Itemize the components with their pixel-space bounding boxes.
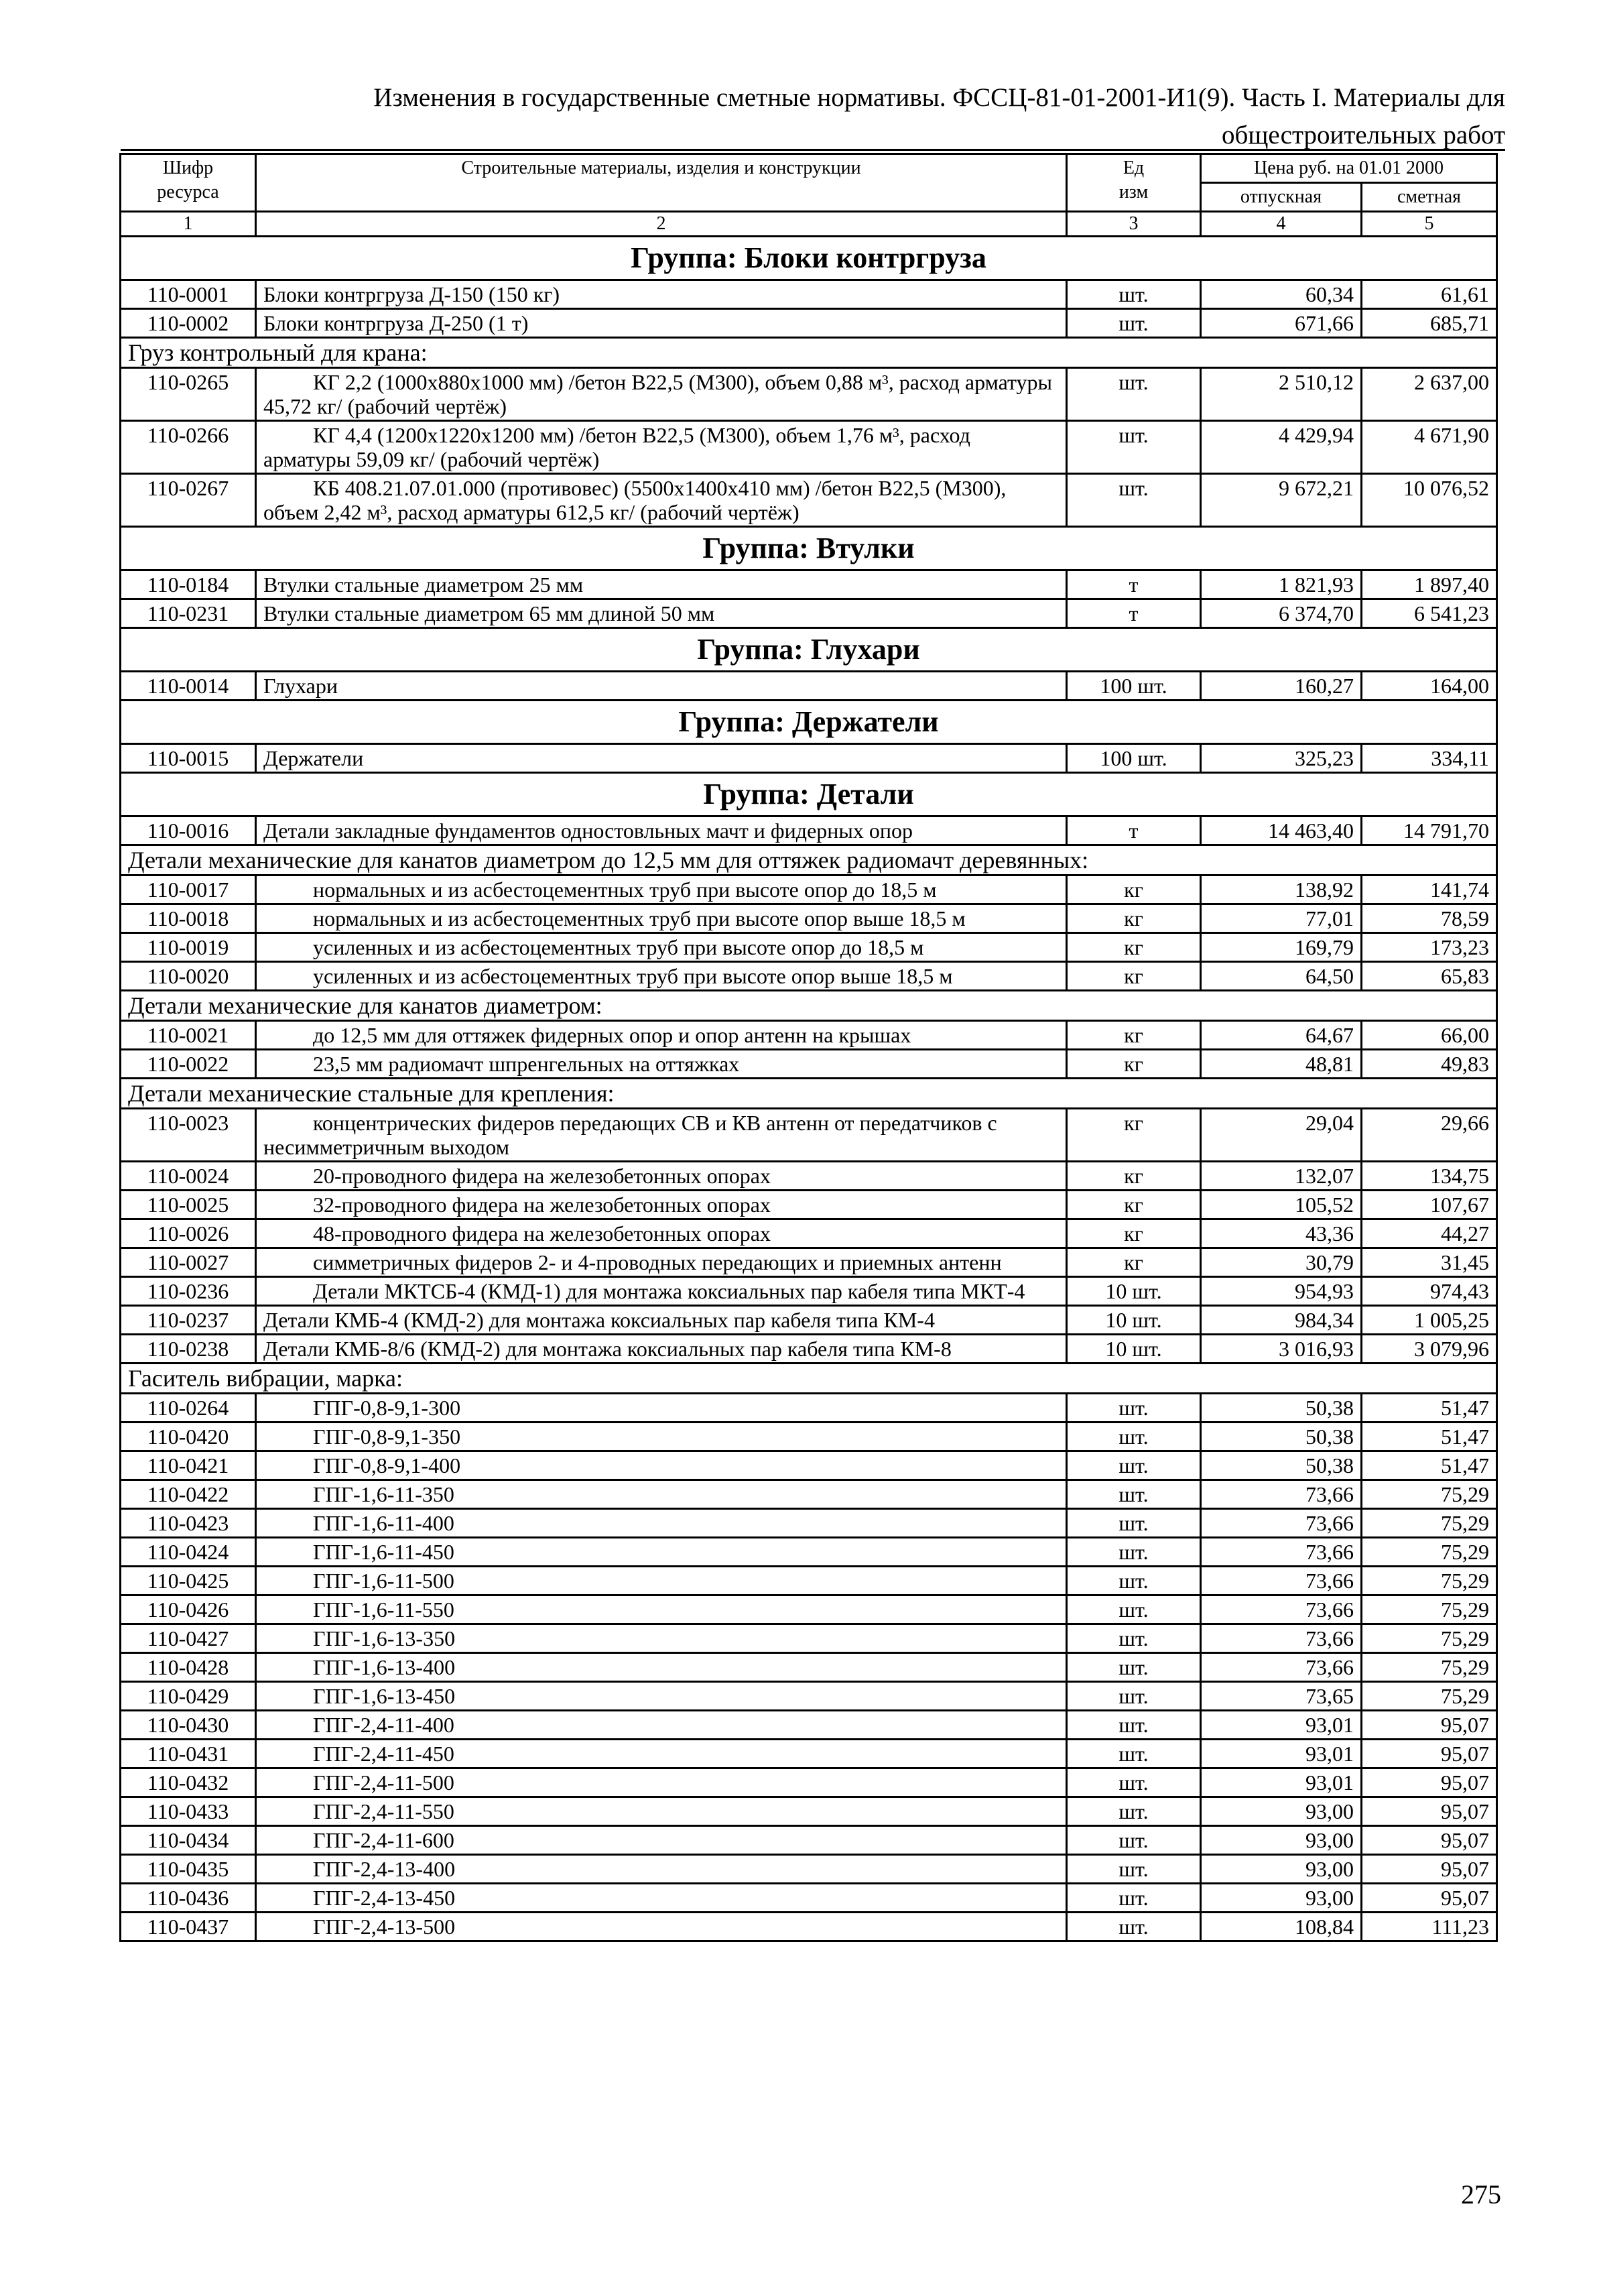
unit-cell: шт. [1067, 1423, 1201, 1451]
table-row [121, 875, 1497, 904]
unit-cell: шт. [1067, 1538, 1201, 1567]
material-name: ГПГ-0,8-9,1-300 [256, 1394, 1067, 1423]
estimate-price: 95,07 [1362, 1711, 1497, 1740]
table-row [121, 1394, 1497, 1423]
material-name: нормальных и из асбестоцементных труб при высоте опор выше 18,5 м [256, 904, 1067, 933]
estimate-price: 4 671,90 [1362, 421, 1497, 474]
resource-code: 110-0425 [121, 1567, 256, 1595]
resource-code: 110-0023 [121, 1109, 256, 1162]
group-heading-row [121, 527, 1497, 570]
estimate-price: 75,29 [1362, 1653, 1497, 1682]
table-row [121, 1306, 1497, 1335]
material-name: КГ 2,2 (1000x880x1000 мм) /бетон В22,5 (М300), объем 0,88 м³, расход арматуры 45,72 кг/ (рабочий чертёж) [256, 368, 1067, 421]
release-price: 9 672,21 [1201, 474, 1362, 527]
resource-code: 110-0016 [121, 817, 256, 845]
unit-cell: кг [1067, 933, 1201, 962]
release-price: 671,66 [1201, 309, 1362, 338]
unit-cell: шт. [1067, 1884, 1201, 1913]
unit-cell: 100 шт. [1067, 744, 1201, 773]
resource-code: 110-0420 [121, 1423, 256, 1451]
resource-code: 110-0018 [121, 904, 256, 933]
estimate-price: 974,43 [1362, 1277, 1497, 1306]
unit-cell: шт. [1067, 1595, 1201, 1624]
estimate-price: 334,11 [1362, 744, 1497, 773]
table-row [121, 368, 1497, 421]
table-row [121, 599, 1497, 628]
estimate-price: 14 791,70 [1362, 817, 1497, 845]
material-name: ГПГ-1,6-11-450 [256, 1538, 1067, 1567]
resource-code: 110-0426 [121, 1595, 256, 1624]
estimate-price: 107,67 [1362, 1191, 1497, 1219]
estimate-price: 6 541,23 [1362, 599, 1497, 628]
unit-cell: кг [1067, 875, 1201, 904]
group-heading: Группа: Держатели [121, 701, 1497, 744]
resource-code: 110-0428 [121, 1653, 256, 1682]
release-price: 73,66 [1201, 1567, 1362, 1595]
release-price: 50,38 [1201, 1451, 1362, 1480]
release-price: 105,52 [1201, 1191, 1362, 1219]
table-row [121, 672, 1497, 701]
release-price: 77,01 [1201, 904, 1362, 933]
table-row [121, 1335, 1497, 1364]
resource-code: 110-0022 [121, 1050, 256, 1079]
material-name: Детали МКТСБ-4 (КМД-1) для монтажа коксиальных пар кабеля типа МКТ-4 [256, 1277, 1067, 1306]
release-price: 160,27 [1201, 672, 1362, 701]
resource-code: 110-0423 [121, 1509, 256, 1538]
release-price: 93,00 [1201, 1884, 1362, 1913]
unit-cell: 10 шт. [1067, 1306, 1201, 1335]
group-heading-row [121, 701, 1497, 744]
release-price: 108,84 [1201, 1913, 1362, 1941]
release-price: 4 429,94 [1201, 421, 1362, 474]
unit-cell: шт. [1067, 421, 1201, 474]
table-row [121, 1595, 1497, 1624]
resource-code: 110-0265 [121, 368, 256, 421]
unit-cell: 10 шт. [1067, 1277, 1201, 1306]
resource-code: 110-0266 [121, 421, 256, 474]
estimate-price: 75,29 [1362, 1624, 1497, 1653]
estimate-price: 95,07 [1362, 1826, 1497, 1855]
unit-cell: шт. [1067, 368, 1201, 421]
resource-code: 110-0427 [121, 1624, 256, 1653]
estimate-price: 2 637,00 [1362, 368, 1497, 421]
material-name: ГПГ-2,4-11-450 [256, 1740, 1067, 1768]
group-heading-row [121, 237, 1497, 280]
price-table [119, 153, 1498, 1942]
table-row [121, 1219, 1497, 1248]
table-row [121, 1423, 1497, 1451]
table-row [121, 1277, 1497, 1306]
estimate-price: 75,29 [1362, 1538, 1497, 1567]
table-row [121, 1538, 1497, 1567]
material-name: Детали закладные фундаментов одностовльных мачт и фидерных опор [256, 817, 1067, 845]
subheading: Груз контрольный для крана: [121, 338, 1497, 368]
estimate-price: 29,66 [1362, 1109, 1497, 1162]
release-price: 73,66 [1201, 1624, 1362, 1653]
resource-code: 110-0015 [121, 744, 256, 773]
unit-cell: шт. [1067, 1480, 1201, 1509]
resource-code: 110-0021 [121, 1021, 256, 1050]
release-price: 93,01 [1201, 1711, 1362, 1740]
release-price: 132,07 [1201, 1162, 1362, 1191]
table-row [121, 1021, 1497, 1050]
unit-cell: шт. [1067, 1567, 1201, 1595]
unit-cell: кг [1067, 1219, 1201, 1248]
table-row [121, 1855, 1497, 1884]
material-name: ГПГ-1,6-11-500 [256, 1567, 1067, 1595]
material-name: ГПГ-2,4-11-550 [256, 1797, 1067, 1826]
resource-code: 110-0017 [121, 875, 256, 904]
table-row [121, 1768, 1497, 1797]
header-line-2: общестроительных работ [1222, 121, 1505, 149]
material-name: 23,5 мм радиомачт шпренгельных на оттяжках [256, 1050, 1067, 1079]
estimate-price: 95,07 [1362, 1884, 1497, 1913]
header-rule [121, 149, 1505, 151]
subheading: Детали механические для канатов диаметром: [121, 991, 1497, 1021]
table-row [121, 1248, 1497, 1277]
release-price: 73,66 [1201, 1538, 1362, 1567]
estimate-price: 95,07 [1362, 1768, 1497, 1797]
resource-code: 110-0236 [121, 1277, 256, 1306]
resource-code: 110-0231 [121, 599, 256, 628]
header-code: Шифр ресурса [121, 154, 256, 212]
table-row [121, 817, 1497, 845]
table-row [121, 744, 1497, 773]
table-row [121, 1162, 1497, 1191]
estimate-price: 10 076,52 [1362, 474, 1497, 527]
group-heading-row [121, 628, 1497, 672]
unit-cell: шт. [1067, 280, 1201, 309]
table-row [121, 1109, 1497, 1162]
estimate-price: 1 897,40 [1362, 570, 1497, 599]
estimate-price: 134,75 [1362, 1162, 1497, 1191]
subheading-row [121, 845, 1497, 875]
resource-code: 110-0429 [121, 1682, 256, 1711]
unit-cell: т [1067, 817, 1201, 845]
table-row [121, 1797, 1497, 1826]
material-name: ГПГ-2,4-13-400 [256, 1855, 1067, 1884]
estimate-price: 75,29 [1362, 1682, 1497, 1711]
release-price: 73,66 [1201, 1509, 1362, 1538]
table-row [121, 421, 1497, 474]
resource-code: 110-0027 [121, 1248, 256, 1277]
subheading: Детали механические стальные для крепления: [121, 1079, 1497, 1109]
estimate-price: 685,71 [1362, 309, 1497, 338]
page-header [121, 79, 1505, 154]
subheading-row [121, 338, 1497, 368]
unit-cell: 10 шт. [1067, 1335, 1201, 1364]
subheading-row [121, 1364, 1497, 1394]
estimate-price: 65,83 [1362, 962, 1497, 991]
estimate-price: 75,29 [1362, 1567, 1497, 1595]
release-price: 6 374,70 [1201, 599, 1362, 628]
release-price: 73,66 [1201, 1480, 1362, 1509]
table-row [121, 1826, 1497, 1855]
material-name: Втулки стальные диаметром 25 мм [256, 570, 1067, 599]
estimate-price: 75,29 [1362, 1480, 1497, 1509]
material-name: ГПГ-0,8-9,1-350 [256, 1423, 1067, 1451]
table-row [121, 962, 1497, 991]
release-price: 169,79 [1201, 933, 1362, 962]
release-price: 30,79 [1201, 1248, 1362, 1277]
table-row [121, 570, 1497, 599]
resource-code: 110-0422 [121, 1480, 256, 1509]
release-price: 93,00 [1201, 1855, 1362, 1884]
header-line-1: Изменения в государственные сметные нормативы. ФССЦ-81-01-2001-И1(9). Часть I. Материалы для [373, 83, 1505, 112]
material-name: до 12,5 мм для оттяжек фидерных опор и опор антенн на крышах [256, 1021, 1067, 1050]
estimate-price: 51,47 [1362, 1451, 1497, 1480]
estimate-price: 95,07 [1362, 1797, 1497, 1826]
release-price: 93,00 [1201, 1826, 1362, 1855]
material-name: ГПГ-2,4-13-450 [256, 1884, 1067, 1913]
table-row [121, 1653, 1497, 1682]
material-name: концентрических фидеров передающих СВ и КВ антенн от передатчиков с несимметричным выходом [256, 1109, 1067, 1162]
estimate-price: 44,27 [1362, 1219, 1497, 1248]
release-price: 2 510,12 [1201, 368, 1362, 421]
release-price: 3 016,93 [1201, 1335, 1362, 1364]
unit-cell: шт. [1067, 1711, 1201, 1740]
material-name: Блоки контргруза Д-150 (150 кг) [256, 280, 1067, 309]
material-name: Держатели [256, 744, 1067, 773]
release-price: 29,04 [1201, 1109, 1362, 1162]
estimate-price: 95,07 [1362, 1740, 1497, 1768]
unit-cell: шт. [1067, 1509, 1201, 1538]
release-price: 14 463,40 [1201, 817, 1362, 845]
material-name: ГПГ-1,6-11-350 [256, 1480, 1067, 1509]
material-name: 48-проводного фидера на железобетонных опорах [256, 1219, 1067, 1248]
unit-cell: шт. [1067, 1740, 1201, 1768]
resource-code: 110-0437 [121, 1913, 256, 1941]
table-body [121, 237, 1497, 1941]
release-price: 138,92 [1201, 875, 1362, 904]
resource-code: 110-0014 [121, 672, 256, 701]
unit-cell: кг [1067, 1248, 1201, 1277]
release-price: 43,36 [1201, 1219, 1362, 1248]
table-row [121, 1624, 1497, 1653]
material-name: Детали КМБ-4 (КМД-2) для монтажа коксиальных пар кабеля типа КМ-4 [256, 1306, 1067, 1335]
resource-code: 110-0020 [121, 962, 256, 991]
unit-cell: шт. [1067, 309, 1201, 338]
release-price: 954,93 [1201, 1277, 1362, 1306]
estimate-price: 51,47 [1362, 1394, 1497, 1423]
resource-code: 110-0237 [121, 1306, 256, 1335]
header-release: отпускная [1201, 183, 1362, 212]
release-price: 48,81 [1201, 1050, 1362, 1079]
resource-code: 110-0264 [121, 1394, 256, 1423]
unit-cell: кг [1067, 904, 1201, 933]
resource-code: 110-0432 [121, 1768, 256, 1797]
estimate-price: 66,00 [1362, 1021, 1497, 1050]
estimate-price: 78,59 [1362, 904, 1497, 933]
material-name: ГПГ-2,4-11-600 [256, 1826, 1067, 1855]
release-price: 93,00 [1201, 1797, 1362, 1826]
resource-code: 110-0026 [121, 1219, 256, 1248]
table-row [121, 309, 1497, 338]
header-name: Строительные материалы, изделия и конструкции [256, 154, 1067, 212]
unit-cell: кг [1067, 1021, 1201, 1050]
material-name: ГПГ-1,6-13-350 [256, 1624, 1067, 1653]
group-heading: Группа: Детали [121, 773, 1497, 817]
unit-cell: шт. [1067, 1855, 1201, 1884]
estimate-price: 75,29 [1362, 1595, 1497, 1624]
material-name: КГ 4,4 (1200x1220x1200 мм) /бетон В22,5 (М300), объем 1,76 м³, расход арматуры 59,09 кг/ (рабочий чертёж) [256, 421, 1067, 474]
unit-cell: кг [1067, 962, 1201, 991]
resource-code: 110-0184 [121, 570, 256, 599]
group-heading: Группа: Глухари [121, 628, 1497, 672]
estimate-price: 31,45 [1362, 1248, 1497, 1277]
resource-code: 110-0430 [121, 1711, 256, 1740]
material-name: нормальных и из асбестоцементных труб при высоте опор до 18,5 м [256, 875, 1067, 904]
estimate-price: 1 005,25 [1362, 1306, 1497, 1335]
release-price: 50,38 [1201, 1423, 1362, 1451]
material-name: Глухари [256, 672, 1067, 701]
table-row [121, 1884, 1497, 1913]
release-price: 50,38 [1201, 1394, 1362, 1423]
column-numbers: 1 2 3 4 5 [121, 212, 1497, 237]
release-price: 73,66 [1201, 1653, 1362, 1682]
material-name: ГПГ-0,8-9,1-400 [256, 1451, 1067, 1480]
unit-cell: шт. [1067, 1797, 1201, 1826]
material-name: Детали КМБ-8/6 (КМД-2) для монтажа коксиальных пар кабеля типа КМ-8 [256, 1335, 1067, 1364]
header-unit: Ед изм [1067, 154, 1201, 212]
unit-cell: шт. [1067, 474, 1201, 527]
release-price: 325,23 [1201, 744, 1362, 773]
resource-code: 110-0435 [121, 1855, 256, 1884]
estimate-price: 111,23 [1362, 1913, 1497, 1941]
material-name: ГПГ-1,6-11-400 [256, 1509, 1067, 1538]
unit-cell: кг [1067, 1191, 1201, 1219]
estimate-price: 141,74 [1362, 875, 1497, 904]
material-name: ГПГ-2,4-11-400 [256, 1711, 1067, 1740]
unit-cell: шт. [1067, 1682, 1201, 1711]
release-price: 64,50 [1201, 962, 1362, 991]
material-name: симметричных фидеров 2- и 4-проводных передающих и приемных антенн [256, 1248, 1067, 1277]
unit-cell: шт. [1067, 1624, 1201, 1653]
material-name: ГПГ-2,4-13-500 [256, 1913, 1067, 1941]
unit-cell: шт. [1067, 1653, 1201, 1682]
material-name: 32-проводного фидера на железобетонных опорах [256, 1191, 1067, 1219]
table-row [121, 904, 1497, 933]
resource-code: 110-0433 [121, 1797, 256, 1826]
resource-code: 110-0019 [121, 933, 256, 962]
resource-code: 110-0431 [121, 1740, 256, 1768]
material-name: 20-проводного фидера на железобетонных опорах [256, 1162, 1067, 1191]
estimate-price: 61,61 [1362, 280, 1497, 309]
material-name: ГПГ-2,4-11-500 [256, 1768, 1067, 1797]
unit-cell: кг [1067, 1050, 1201, 1079]
material-name: Втулки стальные диаметром 65 мм длиной 50 мм [256, 599, 1067, 628]
resource-code: 110-0001 [121, 280, 256, 309]
release-price: 93,01 [1201, 1740, 1362, 1768]
material-name: Блоки контргруза Д-250 (1 т) [256, 309, 1067, 338]
material-name: ГПГ-1,6-13-400 [256, 1653, 1067, 1682]
unit-cell: шт. [1067, 1826, 1201, 1855]
subheading-row [121, 1079, 1497, 1109]
table-row [121, 1451, 1497, 1480]
estimate-price: 173,23 [1362, 933, 1497, 962]
resource-code: 110-0025 [121, 1191, 256, 1219]
unit-cell: шт. [1067, 1768, 1201, 1797]
material-name: ГПГ-1,6-13-450 [256, 1682, 1067, 1711]
group-heading: Группа: Втулки [121, 527, 1497, 570]
estimate-price: 49,83 [1362, 1050, 1497, 1079]
resource-code: 110-0436 [121, 1884, 256, 1913]
table-row [121, 1913, 1497, 1941]
release-price: 60,34 [1201, 280, 1362, 309]
release-price: 1 821,93 [1201, 570, 1362, 599]
page-number: 275 [1461, 2179, 1501, 2210]
table-row [121, 280, 1497, 309]
table-row [121, 1509, 1497, 1538]
header-estimate: сметная [1362, 183, 1497, 212]
table-row [121, 1050, 1497, 1079]
table-row [121, 1191, 1497, 1219]
unit-cell: кг [1067, 1162, 1201, 1191]
table-row [121, 933, 1497, 962]
unit-cell: шт. [1067, 1913, 1201, 1941]
group-heading: Группа: Блоки контргруза [121, 237, 1497, 280]
material-name: ГПГ-1,6-11-550 [256, 1595, 1067, 1624]
resource-code: 110-0434 [121, 1826, 256, 1855]
subheading-row [121, 991, 1497, 1021]
table-row [121, 1740, 1497, 1768]
estimate-price: 75,29 [1362, 1509, 1497, 1538]
resource-code: 110-0424 [121, 1538, 256, 1567]
header-price: Цена руб. на 01.01 2000 [1201, 154, 1497, 183]
material-name: КБ 408.21.07.01.000 (противовес) (5500x1400x410 мм) /бетон В22,5 (М300), объем 2,42 м³, расход арматуры 612,5 кг/ (рабочий чертёж) [256, 474, 1067, 527]
table-row [121, 474, 1497, 527]
unit-cell: т [1067, 570, 1201, 599]
table-row [121, 1567, 1497, 1595]
estimate-price: 51,47 [1362, 1423, 1497, 1451]
table-row [121, 1682, 1497, 1711]
group-heading-row [121, 773, 1497, 817]
estimate-price: 164,00 [1362, 672, 1497, 701]
unit-cell: шт. [1067, 1394, 1201, 1423]
release-price: 73,65 [1201, 1682, 1362, 1711]
estimate-price: 95,07 [1362, 1855, 1497, 1884]
subheading: Детали механические для канатов диаметром до 12,5 мм для оттяжек радиомачт деревянных: [121, 845, 1497, 875]
table-row [121, 1480, 1497, 1509]
resource-code: 110-0421 [121, 1451, 256, 1480]
release-price: 73,66 [1201, 1595, 1362, 1624]
release-price: 64,67 [1201, 1021, 1362, 1050]
unit-cell: 100 шт. [1067, 672, 1201, 701]
material-name: усиленных и из асбестоцементных труб при высоте опор выше 18,5 м [256, 962, 1067, 991]
table-row [121, 1711, 1497, 1740]
unit-cell: т [1067, 599, 1201, 628]
resource-code: 110-0267 [121, 474, 256, 527]
unit-cell: шт. [1067, 1451, 1201, 1480]
release-price: 984,34 [1201, 1306, 1362, 1335]
resource-code: 110-0024 [121, 1162, 256, 1191]
material-name: усиленных и из асбестоцементных труб при высоте опор до 18,5 м [256, 933, 1067, 962]
resource-code: 110-0002 [121, 309, 256, 338]
unit-cell: кг [1067, 1109, 1201, 1162]
release-price: 93,01 [1201, 1768, 1362, 1797]
resource-code: 110-0238 [121, 1335, 256, 1364]
subheading: Гаситель вибрации, марка: [121, 1364, 1497, 1394]
estimate-price: 3 079,96 [1362, 1335, 1497, 1364]
